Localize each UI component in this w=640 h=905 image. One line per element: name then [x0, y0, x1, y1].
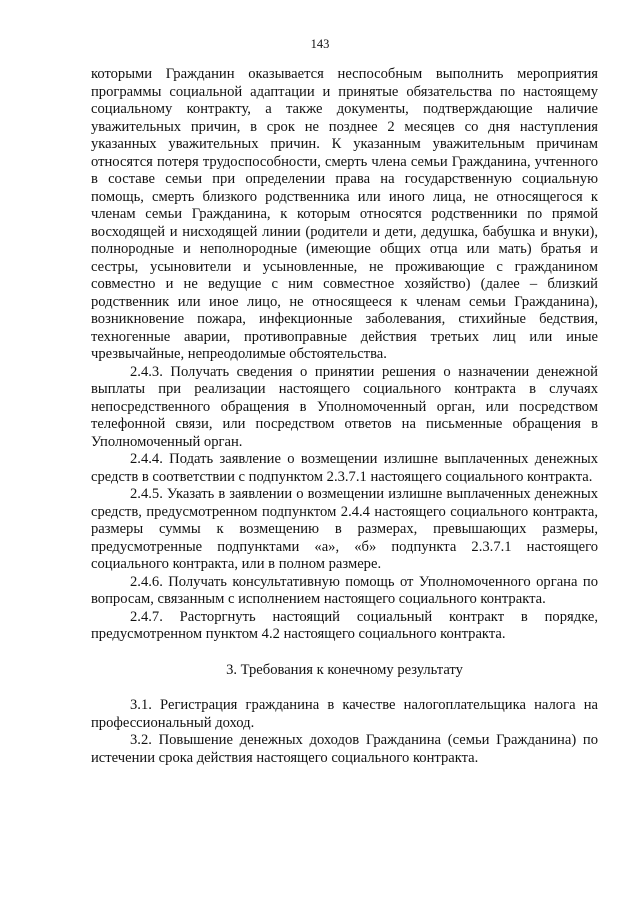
paragraph-2-4-4: 2.4.4. Подать заявление о возмещении излишне выплаченных денежных средств в соответствии с подпунктом 2.3.7.1 настоящего социального контракта. [91, 451, 598, 485]
paragraph-continuation: которыми Гражданин оказывается неспособным выполнить мероприятия программы социальной адаптации и принятые обязательства по настоящему социальному контракту, а также документы, подтверждающие наличие уважительных причин, в срок не позднее 2 месяцев со дня наступления указанных уважительных причин. К указанным уважительным причинам относятся потеря трудоспособности, смерть члена семьи Гражданина, учтенного в составе семьи при определении права на государственную социальную помощь, смерть близкого родственника или иного лица, не относящегося к членам семьи Гражданина, к которым относятся родственники по прямой восходящей и нисходящей линии (родители и дети, дедушка, бабушка и внуки), полнородные и неполнородные (имеющие общих отца или мать) братья и сестры, усыновители и усыновленные, не проживающие с гражданином совместно и не ведущие с ним совместное хозяйство) (далее – близкий родственник или иное лицо, не относящееся к членам семьи Гражданина), возникновение пожара, инфекционные заболевания, стихийные бедствия, техногенные аварии, противоправные действия третьих лиц или иные чрезвычайные, непреодолимые обстоятельства. [91, 66, 598, 362]
paragraph-2-4-5: 2.4.5. Указать в заявлении о возмещении излишне выплаченных денежных средств, предусмотренном подпунктом 2.4.4 настоящего социального контракта, размеры суммы к возмещению в размерах, превышающих размеры, предусмотренные подпунктами «а», «б» подпункта 2.3.7.1 настоящего социального контракта, или в полном размере. [91, 486, 598, 572]
document-body [91, 66, 598, 767]
section-heading: 3. Требования к конечному результату [226, 661, 463, 678]
paragraph-2-4-3: 2.4.3. Получать сведения о принятии решения о назначении денежной выплаты при реализации настоящего социального контракта в случаях непосредственного обращения в Уполномоченный орган, или посредством телефонной связи, или посредством ответов на письменные обращения в Уполномоченный орган. [91, 363, 598, 450]
paragraph-2-4-6: 2.4.6. Получать консультативную помощь от Уполномоченного органа по вопросам, связанным с исполнением настоящего социального контракта. [91, 573, 598, 607]
page-number: 143 [310, 37, 330, 51]
paragraph-3-2: 3.2. Повышение денежных доходов Гражданина (семьи Гражданина) по истечении срока действия настоящего социального контракта. [91, 732, 598, 766]
paragraph-3-1: 3.1. Регистрация гражданина в качестве налогоплательщика налога на профессиональный доход. [91, 697, 598, 731]
paragraph-2-4-7: 2.4.7. Расторгнуть настоящий социальный контракт в порядке, предусмотренном пунктом 4.2 настоящего социального контракта. [91, 608, 598, 642]
